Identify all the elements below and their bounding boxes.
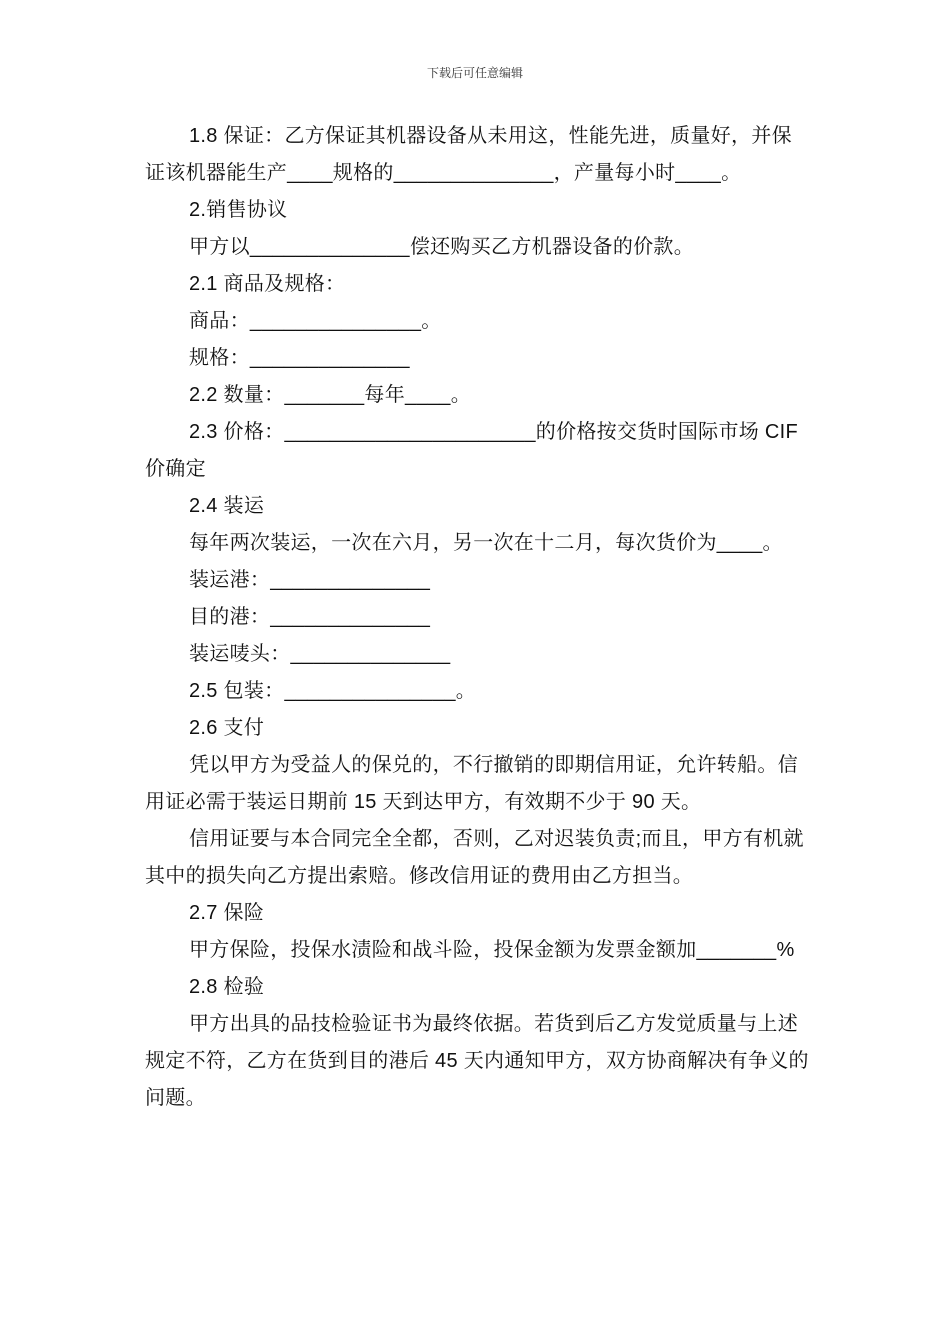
page-header-note: 下载后可任意编辑 [426, 66, 523, 80]
field-2-5-packing: 2.5 包装：_______________。 [189, 680, 477, 702]
heading-2-7-insurance: 2.7 保险 [189, 902, 265, 924]
paragraph-payment-method: 甲方以______________偿还购买乙方机器设备的价款。 [189, 236, 695, 258]
paragraph-inspection: 甲方出具的品技检验证书为最终依据。若货到后乙方发觉质量与上述规定不符，乙方在货到目的港后 45 天内通知甲方，双方协商解决有争义的问题。 [145, 1013, 809, 1109]
paragraph-1-8-guarantee: 1.8 保证：乙方保证其机器设备从未用这，性能先进，质量好，并保证该机器能生产____规格的______________，产量每小时____。 [145, 125, 792, 184]
field-shipping-marks: 装运唛头：______________ [189, 643, 451, 665]
paragraph-letter-of-credit: 凭以甲方为受益人的保兑的，不行撤销的即期信用证，允许转船。信用证必需于装运日期前 15 天到达甲方，有效期不少于 90 天。 [145, 754, 798, 813]
field-2-3-price: 2.3 价格：______________________的价格按交货时国际市场 CIF 价确定 [145, 421, 804, 480]
document-body [145, 118, 810, 1117]
field-port-of-destination: 目的港：______________ [189, 606, 431, 628]
paragraph-lc-amendment: 信用证要与本合同完全全都，否则，乙对迟装负责;而且，甲方有机就其中的损失向乙方提出索赔。修改信用证的费用由乙方担当。 [145, 828, 804, 887]
heading-2-4-shipment: 2.4 装运 [189, 495, 265, 517]
paragraph-insurance: 甲方保险，投保水渍险和战斗险，投保金额为发票金额加_______% [189, 939, 795, 961]
field-goods: 商品：_______________。 [189, 310, 442, 332]
heading-2-1-goods-spec: 2.1 商品及规格： [189, 273, 346, 295]
field-specification: 规格：______________ [189, 347, 410, 369]
field-port-of-loading: 装运港：______________ [189, 569, 431, 591]
heading-2-8-inspection: 2.8 检验 [189, 976, 265, 998]
heading-2-sales-agreement: 2.销售协议 [189, 199, 288, 221]
paragraph-shipment-schedule: 每年两次装运，一次在六月，另一次在十二月，每次货价为____。 [189, 532, 783, 554]
field-2-2-quantity: 2.2 数量：_______每年____。 [189, 384, 472, 406]
heading-2-6-payment: 2.6 支付 [189, 717, 265, 739]
